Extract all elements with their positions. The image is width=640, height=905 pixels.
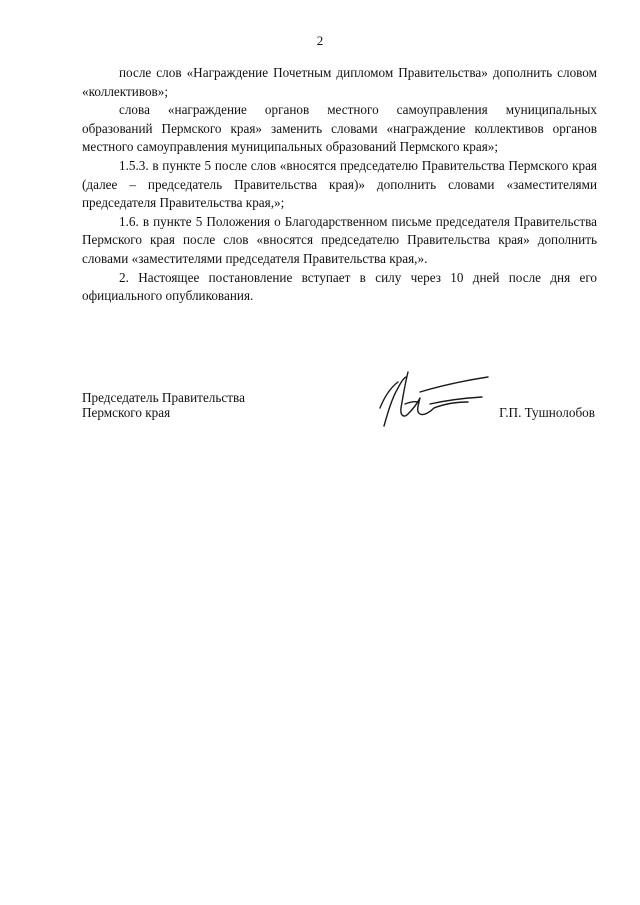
page-number: 2 [316, 33, 324, 48]
signer-name: Г.П. Тушнолобов [499, 405, 595, 420]
paragraph-4: 1.6. в пункте 5 Положения о Благодарственном письме председателя Правительства Пермского края после слов «вносятся председателю Правительства края» дополнить словами «заместителями председателя Правительства края,». [82, 213, 597, 266]
document-body [82, 64, 597, 306]
paragraph-3: 1.5.3. в пункте 5 после слов «вносятся председателю Правительства Пермского края (далее – председатель Правительства края)» дополнить словами «заместителями председателя Правительства края,»; [82, 157, 597, 211]
signer-title-line-2: Пермского края [82, 405, 171, 420]
signer-title [82, 390, 245, 420]
handwritten-signature [374, 368, 494, 430]
paragraph-2: слова «награждение органов местного самоуправления муниципальных образований Пермского края» заменить словами «награждение коллективов органов местного самоуправления муниципальных образований Пермского края»; [82, 102, 597, 155]
signature-block [82, 386, 597, 446]
paragraph-5: 2. Настоящее постановление вступает в силу через 10 дней после дня его официального опубликования. [82, 269, 597, 304]
paragraph-1: после слов «Награждение Почетным дипломом Правительства» дополнить словом «коллективов»; [82, 65, 597, 99]
signer-title-line-1: Председатель Правительства [82, 390, 245, 405]
